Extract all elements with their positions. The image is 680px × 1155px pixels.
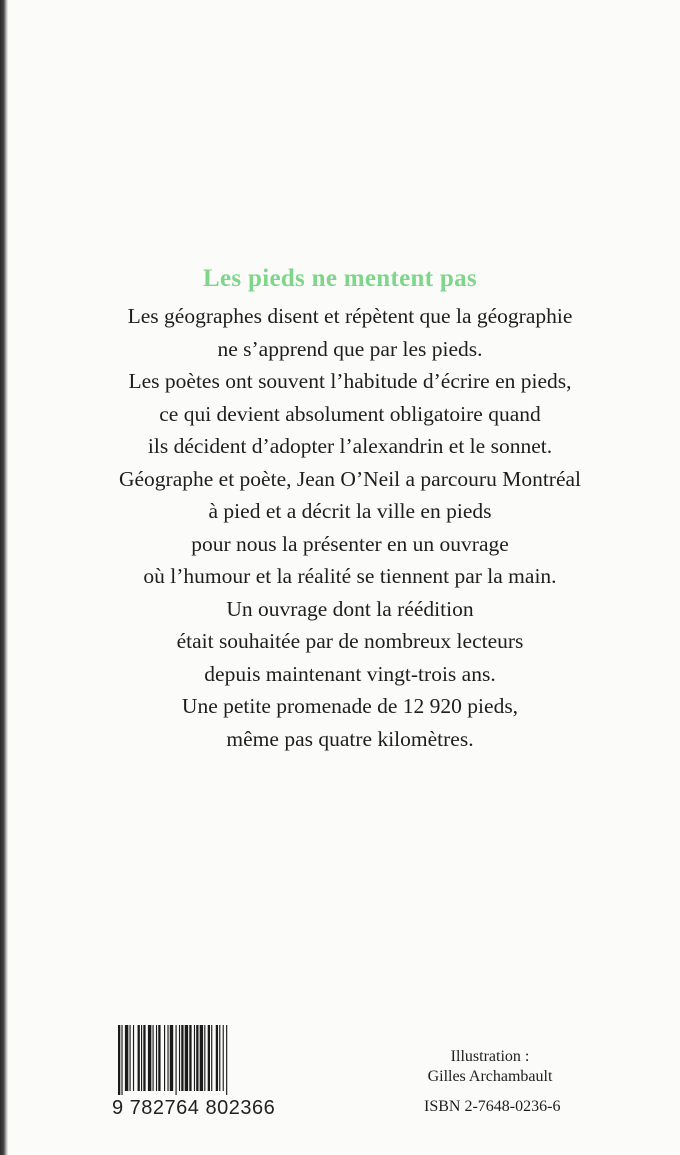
- blurb-line: Un ouvrage dont la réédition: [226, 596, 474, 621]
- barcode-bar: [141, 1025, 142, 1091]
- barcode-bar: [196, 1025, 198, 1091]
- barcode-bar: [189, 1025, 191, 1091]
- blurb-line: Géographe et poète, Jean O’Neil a parcouru Montréal: [118, 466, 582, 491]
- illustration-label: Illustration :: [450, 1048, 530, 1065]
- barcode-bar: [170, 1025, 173, 1091]
- illustration-credit: [400, 1047, 580, 1087]
- blurb-line: même pas quatre kilomètres.: [226, 726, 474, 751]
- barcode-bar: [158, 1025, 160, 1091]
- barcode-bar: [138, 1025, 140, 1091]
- barcode-bar: [223, 1025, 224, 1091]
- blurb-line: pour nous la présenter en un ouvrage: [191, 531, 509, 556]
- spine-edge: [0, 0, 8, 1155]
- blurb-line: où l’humour et la réalité se tiennent par la main.: [143, 564, 557, 588]
- blurb-line: Les géographes disent et répètent que la géographie: [127, 304, 573, 328]
- blurb-text: [40, 300, 660, 755]
- barcode-bar: [167, 1025, 168, 1091]
- barcode-bar: [133, 1025, 134, 1091]
- blurb-line: était souhaitée par de nombreux lecteurs: [176, 629, 524, 653]
- blurb-line: ne s’apprend que par les pieds.: [217, 336, 483, 361]
- barcode-bar: [156, 1025, 157, 1091]
- blurb-line: Les poètes ont souvent l’habitude d’écrire en pieds,: [128, 369, 572, 393]
- barcode-bar: [176, 1025, 177, 1095]
- barcode-bar: [130, 1025, 131, 1091]
- blurb-line: à pied et a décrit la ville en pieds: [208, 499, 492, 523]
- barcode-bar: [208, 1025, 210, 1091]
- barcode-bar: [194, 1025, 195, 1091]
- barcode-bar: [204, 1025, 205, 1091]
- isbn-number: ISBN 2-7648-0236-6: [424, 1098, 561, 1115]
- barcode-bar: [125, 1025, 128, 1091]
- barcode-bar: [153, 1025, 154, 1091]
- barcode-bar: [219, 1025, 220, 1091]
- blurb-line: Une petite promenade de 12 920 pieds,: [181, 694, 519, 718]
- blurb-line: depuis maintenant vingt-trois ans.: [204, 661, 496, 686]
- blurb-line: ce qui devient absolument obligatoire quand: [159, 401, 541, 426]
- barcode-bar: [179, 1025, 180, 1091]
- barcode-bar: [226, 1025, 227, 1095]
- barcode-bar: [148, 1025, 151, 1091]
- barcode-bar: [143, 1025, 145, 1091]
- barcode-bar: [121, 1025, 122, 1095]
- barcode-bar: [211, 1025, 212, 1091]
- barcode-digits: 9 782764 802366: [112, 1097, 276, 1119]
- barcode-bar: [200, 1025, 203, 1091]
- barcode-bar: [181, 1025, 183, 1091]
- barcode-bar: [216, 1025, 218, 1091]
- book-title: Les pieds ne mentent pas: [203, 265, 477, 292]
- blurb-line: ils décident d’adopter l’alexandrin et le sonnet.: [147, 434, 553, 458]
- barcode-bar: [164, 1025, 165, 1091]
- barcode-bar: [185, 1025, 188, 1091]
- barcode: [118, 1025, 298, 1095]
- illustrator-name: Gilles Archambault: [427, 1068, 553, 1085]
- barcode-bar: [118, 1025, 120, 1095]
